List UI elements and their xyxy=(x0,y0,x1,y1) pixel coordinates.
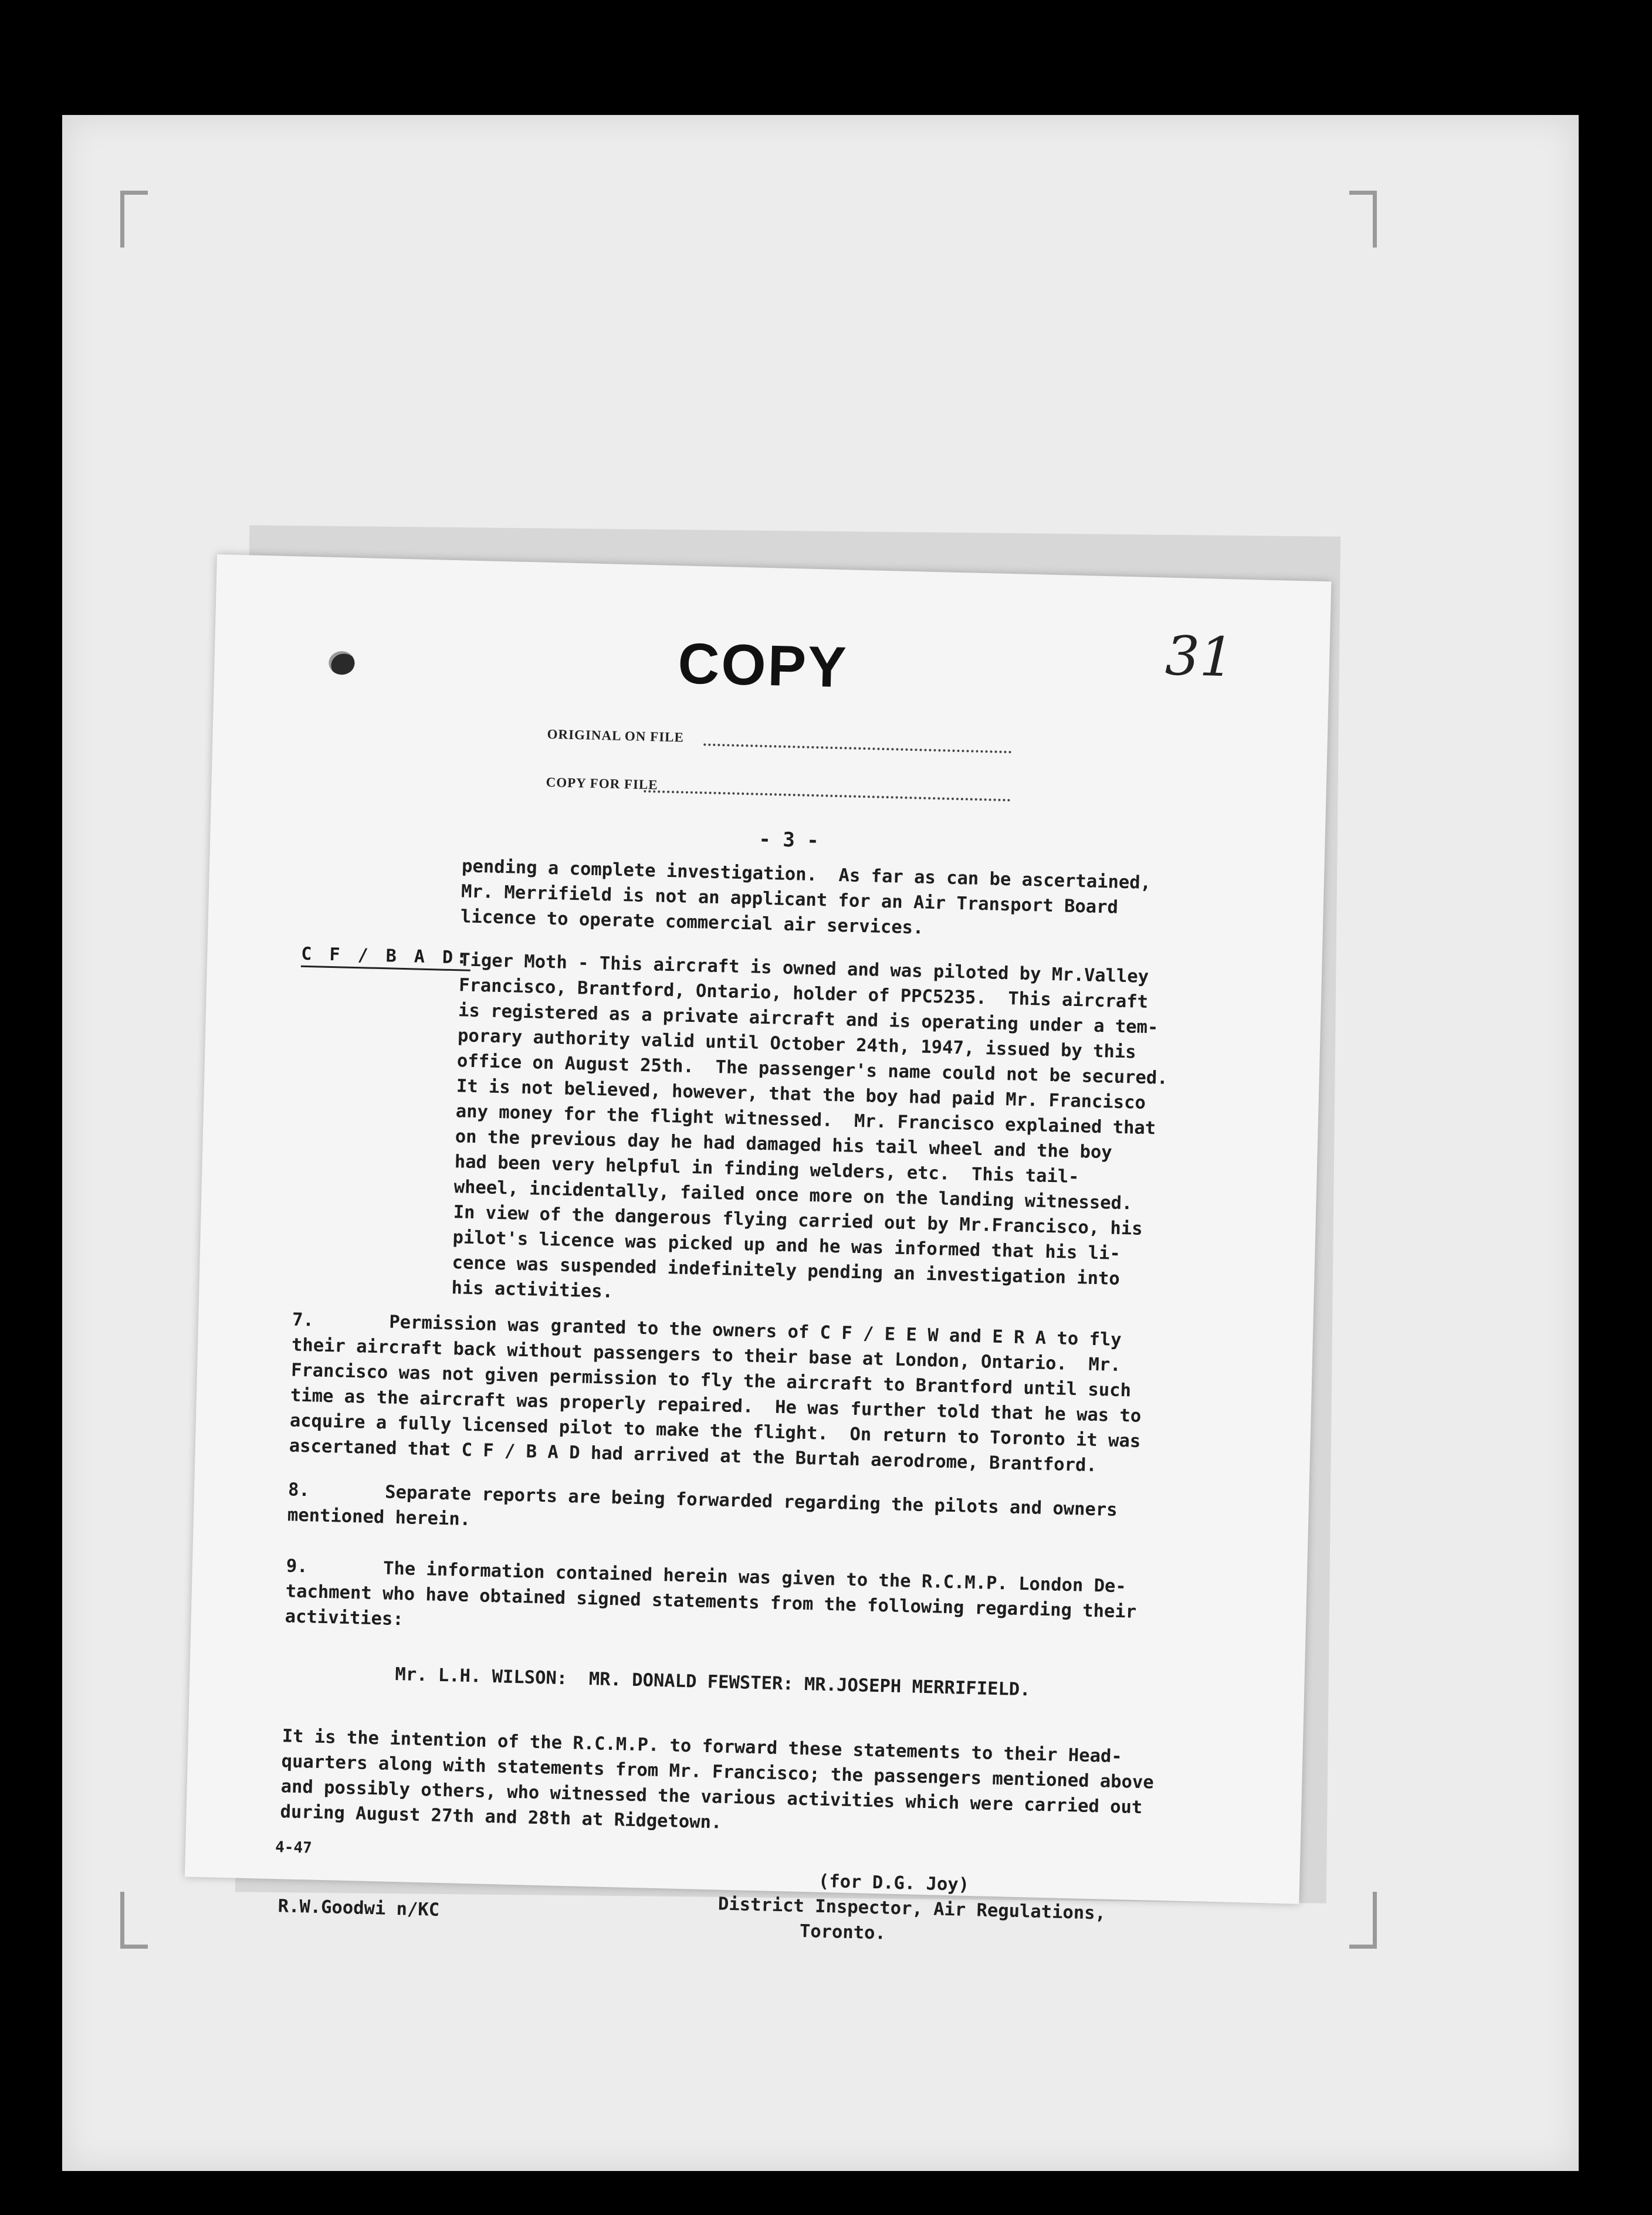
original-on-file-label: ORIGINAL ON FILE xyxy=(547,726,685,745)
paragraph-7: 7. Permission was granted to the owners of C F / E E W and E R A to fly their aircraft back without passengers to their base at London, Ontario. Mr. Francisco was not given permission to fly the aircraft to Brantford until such time as the aircraft was properly repaired. He was further told that he was to acquire a fully licensed pilot to make the flight. On return to Toronto it was ascertaned that C F / B A D had arrived at the Burtah aerodrome, Brantford. xyxy=(289,1309,1142,1476)
section-number: - 3 - xyxy=(758,827,820,853)
punch-hole xyxy=(329,651,355,675)
signature-location: Toronto. xyxy=(799,1921,886,1944)
crop-mark-bottom-left xyxy=(120,1892,148,1949)
names-list: Mr. L.H. WILSON: MR. DONALD FEWSTER: MR.JOSEPH MERRIFIELD. xyxy=(395,1664,1031,1701)
crop-mark-top-left xyxy=(120,191,148,248)
copy-for-file-label: COPY FOR FILE xyxy=(546,774,658,792)
copy-for-file-line xyxy=(644,790,1010,801)
paragraph-rcmp: It is the intention of the R.C.M.P. to forward these statements to their Head- quarters along with statements from Mr. Francisco; the passengers mentioned above and possibly others, who witnessed the various activities which were carried out during August 27th and 28th at Ridgetown. xyxy=(280,1726,1155,1833)
document-page xyxy=(185,554,1332,1944)
handwritten-page-number: 31 xyxy=(1164,624,1235,689)
crop-mark-top-right xyxy=(1349,191,1377,248)
aircraft-registration-label: C F / B A D: xyxy=(301,944,471,971)
paragraph-9: 9. The information contained herein was given to the R.C.M.P. London De- tachment who have obtained signed statements from the following regarding their activities: xyxy=(285,1556,1137,1630)
form-number: 4-47 xyxy=(275,1838,313,1857)
paragraph-cf-bad: Tiger Moth - This aircraft is owned and was piloted by Mr.Valley Francisco, Brantford, Ontario, holder of PPC5235. This aircraft is registered as a private aircraft and is operating under a tem- porary authority valid until October 24th, 1947, issued by this office on August 25th. The passenger's name could not be secured. It is not believed, however, that the boy had paid Mr. Francisco any money for the flight witnessed. Mr. Francisco explained that on the previous day he had damaged his tail wheel and the boy had been very helpful in finding welders, etc. This tail- wheel, incidentally, failed once more on the landing witnessed. In view of the dangerous flying carried out by Mr.Francisco, his pilot's licence was picked up and he was informed that his li- cence was suspended indefinitely pending an investigation into his activities. xyxy=(451,950,1169,1302)
signature-title: District Inspector, Air Regulations, xyxy=(717,1894,1106,1924)
paragraph-continuation: pending a complete investigation. As far as can be ascertained, Mr. Merrifield is not an applicant for an Air Transport Board licence to operate commercial air services. xyxy=(460,856,1152,939)
paragraph-8: 8. Separate reports are being forwarded regarding the pilots and owners mentioned herein. xyxy=(287,1479,1118,1530)
typist-initials: R.W.Goodwi n/KC xyxy=(277,1896,440,1921)
signature-for: (for D.G. Joy) xyxy=(818,1871,970,1895)
crop-mark-bottom-right xyxy=(1349,1892,1377,1949)
copy-stamp: COPY xyxy=(677,631,849,700)
original-on-file-line xyxy=(703,743,1011,753)
